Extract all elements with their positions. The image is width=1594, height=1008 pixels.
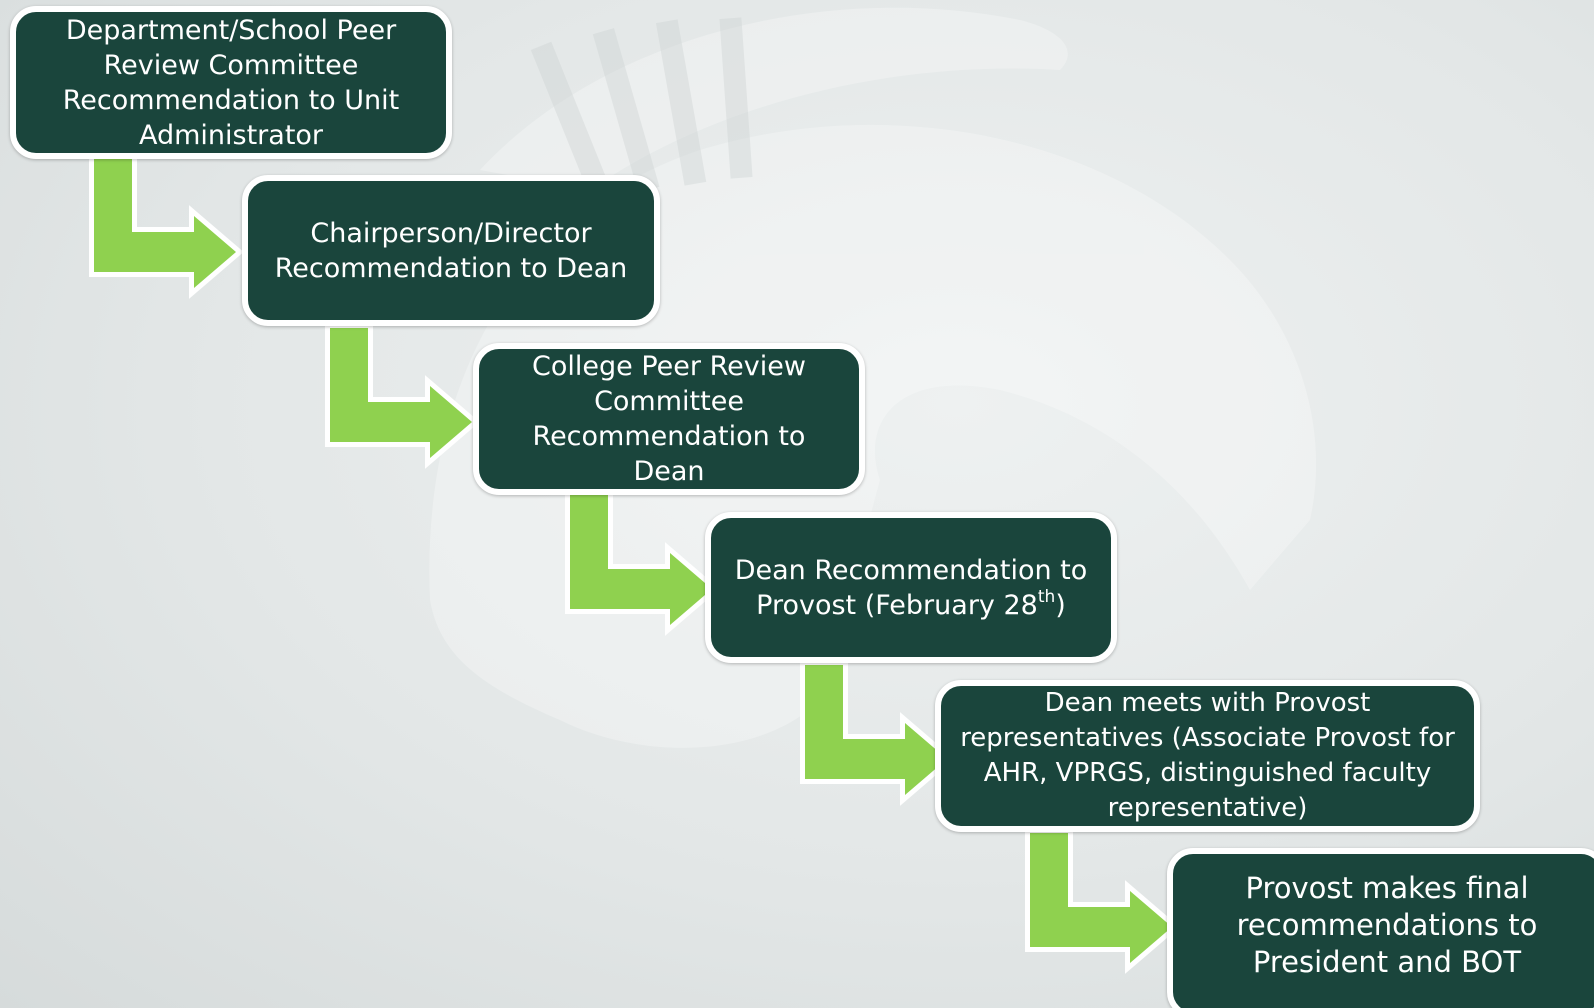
step-label: Department/School Peer Review Committee Recommendation to Unit Administrator xyxy=(62,14,400,151)
step-provost-final-box xyxy=(1167,848,1594,1008)
step-label: Chairperson/Director Recommendation to Dean xyxy=(274,217,628,284)
step-dean-meets-provost-box xyxy=(935,680,1480,832)
step-label-main: Dean Recommendation to Provost (February 28 xyxy=(734,554,1088,621)
step-dean-recommendation-box xyxy=(705,512,1117,663)
step-label xyxy=(725,553,1097,623)
step-label-superscript: th xyxy=(1037,586,1056,607)
step-peer-review-committee-box xyxy=(10,6,452,159)
step-chairperson-box xyxy=(242,175,660,326)
step-label: Dean meets with Provost representatives (Associate Provost for AHR, VPRGS, distinguished faculty representative) xyxy=(960,688,1455,823)
step-label-tail: ) xyxy=(1055,589,1066,621)
step-label: Provost makes final recommendations to President and BOT xyxy=(1236,870,1538,979)
step-label: College Peer Review Committee Recommendation to Dean xyxy=(532,351,806,487)
step-college-committee-box xyxy=(473,343,865,495)
